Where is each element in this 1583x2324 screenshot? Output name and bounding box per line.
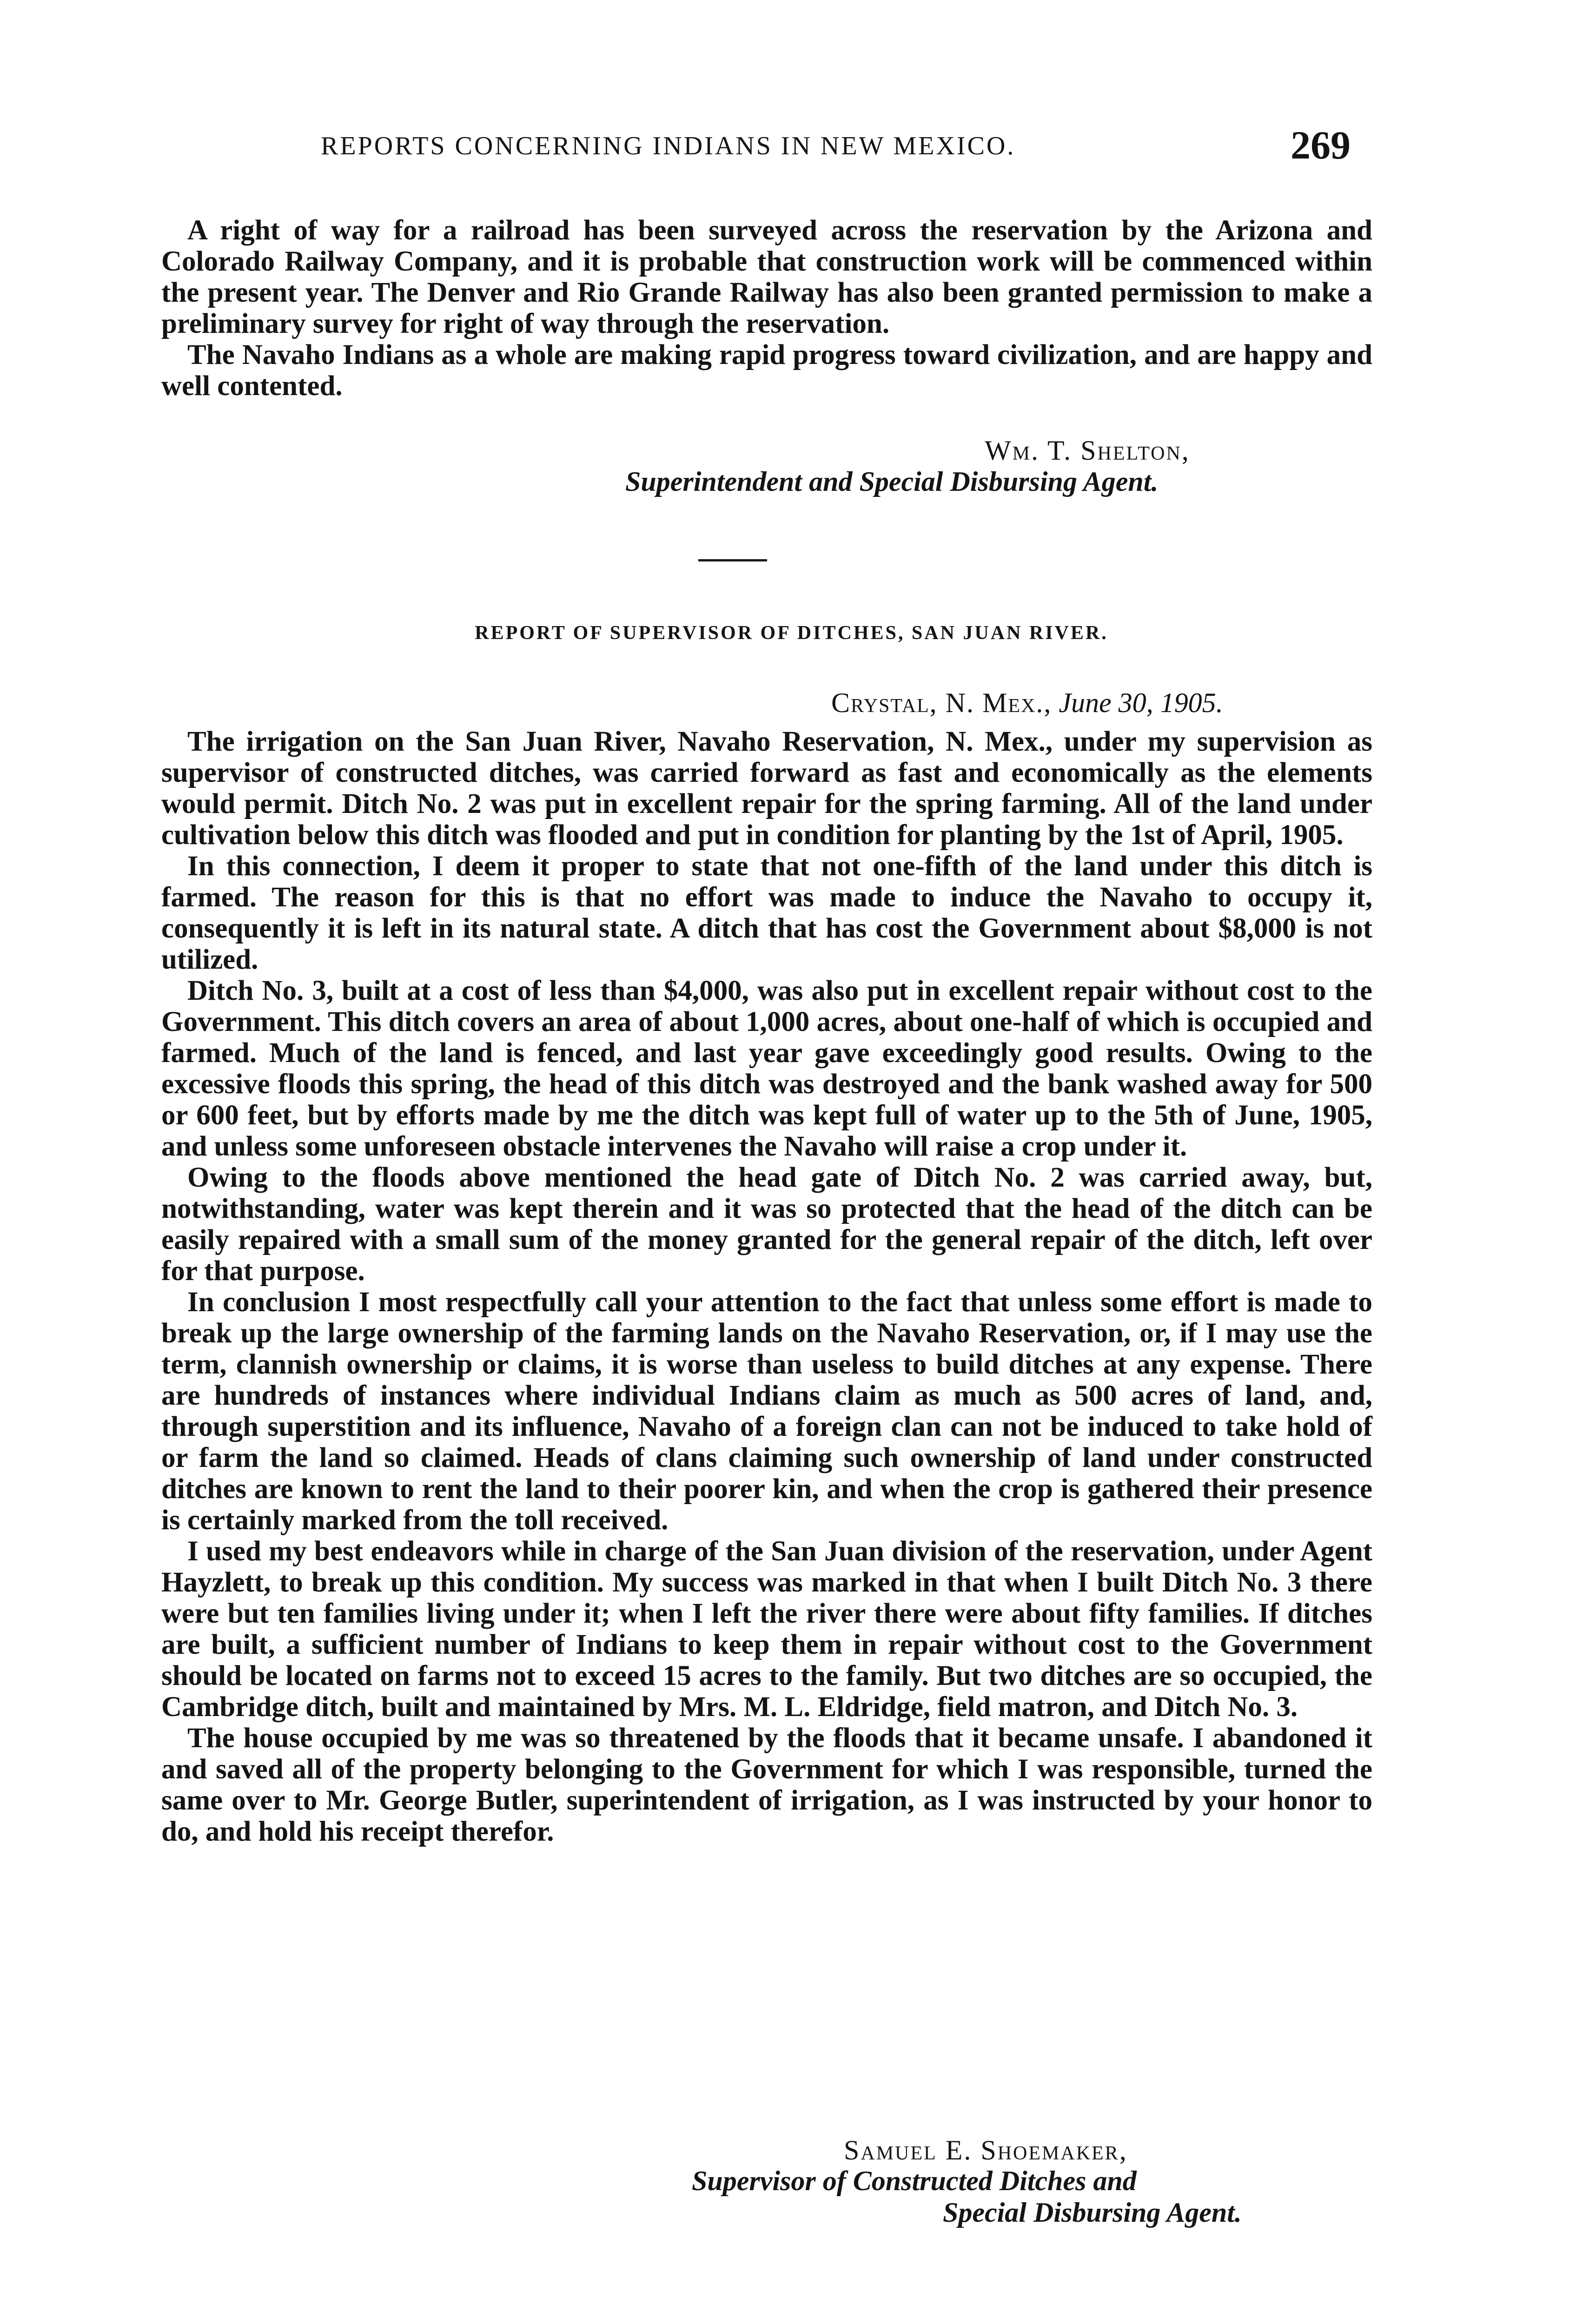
section2-paragraph-2: In this connection, I deem it proper to state that not one-fifth of the land under this ditch is farmed. The reason for this is that no effort was made to induce the Navaho to occupy it, consequently it is left in its natural state. A ditch that has cost the Government about $8,000 is not utilized. <box>161 851 1372 975</box>
section2-paragraph-6: I used my best endeavors while in charge of the San Juan division of the reservation, under Agent Hayzlett, to break up this condition. My success was marked in that when I built Ditch No. 3 there were but ten families living under it; when I left the river there were about fifty families. If ditches are built, a sufficient number of Indians to keep them in repair without cost to the Government should be located on farms not to exceed 15 acres to the family. But two ditches are so occupied, the Cambridge ditch, built and maintained by Mrs. M. L. Eldridge, field matron, and Ditch No. 3. <box>161 1536 1372 1723</box>
section2-paragraph-3: Ditch No. 3, built at a cost of less than $4,000, was also put in excellent repair without cost to the Government. This ditch covers an area of about 1,000 acres, about one-half of which is occupied and farmed. Much of the land is fenced, and last year gave exceedingly good results. Owing to the excessive floods this spring, the head of this ditch was destroyed and the bank washed away for 500 or 600 feet, but by efforts made by me the ditch was kept full of water up to the 5th of June, 1905, and unless some unforeseen obstacle intervenes the Navaho will raise a crop under it. <box>161 975 1372 1162</box>
page-number: 269 <box>1291 123 1351 167</box>
running-title: REPORTS CONCERNING INDIANS IN NEW MEXICO. <box>321 132 1016 160</box>
section-divider <box>698 559 767 561</box>
signature-shoemaker-title-line2: Special Disbursing Agent. <box>943 2197 1242 2228</box>
section2-paragraph-5: In conclusion I most respectfully call your attention to the fact that unless some effort is made to break up the large ownership of the farming lands on the Navaho Reservation, or, if I may use the term, clannish ownership or claims, it is worse than useless to build ditches at any expense. There are hundreds of instances where individual Indians claim as much as 500 acres of land, and, through superstition and its influence, Navaho of a foreign clan can not be induced to take hold of or farm the land so claimed. Heads of clans claiming such ownership of land under constructed ditches are known to rent the land to their poorer kin, and when the crop is gathered their presence is certainly marked from the toll received. <box>161 1287 1372 1536</box>
section1-paragraph-1: A right of way for a railroad has been surveyed across the reservation by the Arizona and Colorado Railway Company, and it is probable that construction work will be commenced within the present year. The Denver and Rio Grande Railway has also been granted permission to make a preliminary survey for right of way through the reservation. <box>161 215 1372 339</box>
dateline-place: Crystal, N. Mex., <box>831 687 1052 718</box>
section1-paragraph-2: The Navaho Indians as a whole are making rapid progress toward civilization, and are happy and well contented. <box>161 339 1372 402</box>
section2-body <box>161 726 1372 1847</box>
section1-body <box>161 215 1372 402</box>
signature-shelton-name: Wm. T. Shelton, <box>985 435 1190 466</box>
signature-shoemaker-name: Samuel E. Shoemaker, <box>844 2135 1128 2166</box>
signature-shelton-title: Superintendent and Special Disbursing Agent. <box>625 466 1159 497</box>
section2-paragraph-1: The irrigation on the San Juan River, Navaho Reservation, N. Mex., under my supervision as supervisor of constructed ditches, was carried forward as fast and economically as the elements would permit. Ditch No. 2 was put in excellent repair for the spring farming. All of the land under cultivation below this ditch was flooded and put in condition for planting by the 1st of April, 1905. <box>161 726 1372 851</box>
signature-shoemaker-title-line1: Supervisor of Constructed Ditches and <box>692 2166 1137 2196</box>
section-heading: REPORT OF SUPERVISOR OF DITCHES, SAN JUAN RIVER. <box>475 622 1108 644</box>
section2-paragraph-7: The house occupied by me was so threatened by the floods that it became unsafe. I abandoned it and saved all of the property belonging to the Government for which I was responsible, turned the same over to Mr. George Butler, superintendent of irrigation, as I was instructed by your honor to do, and hold his receipt therefor. <box>161 1723 1372 1847</box>
section2-paragraph-4: Owing to the floods above mentioned the head gate of Ditch No. 2 was carried away, but, notwithstanding, water was kept therein and it was so protected that the head of the ditch can be easily repaired with a small sum of the money granted for the general repair of the ditch, left over for that purpose. <box>161 1162 1372 1287</box>
dateline-date: June 30, 1905. <box>1059 687 1223 718</box>
dateline <box>831 687 1223 719</box>
